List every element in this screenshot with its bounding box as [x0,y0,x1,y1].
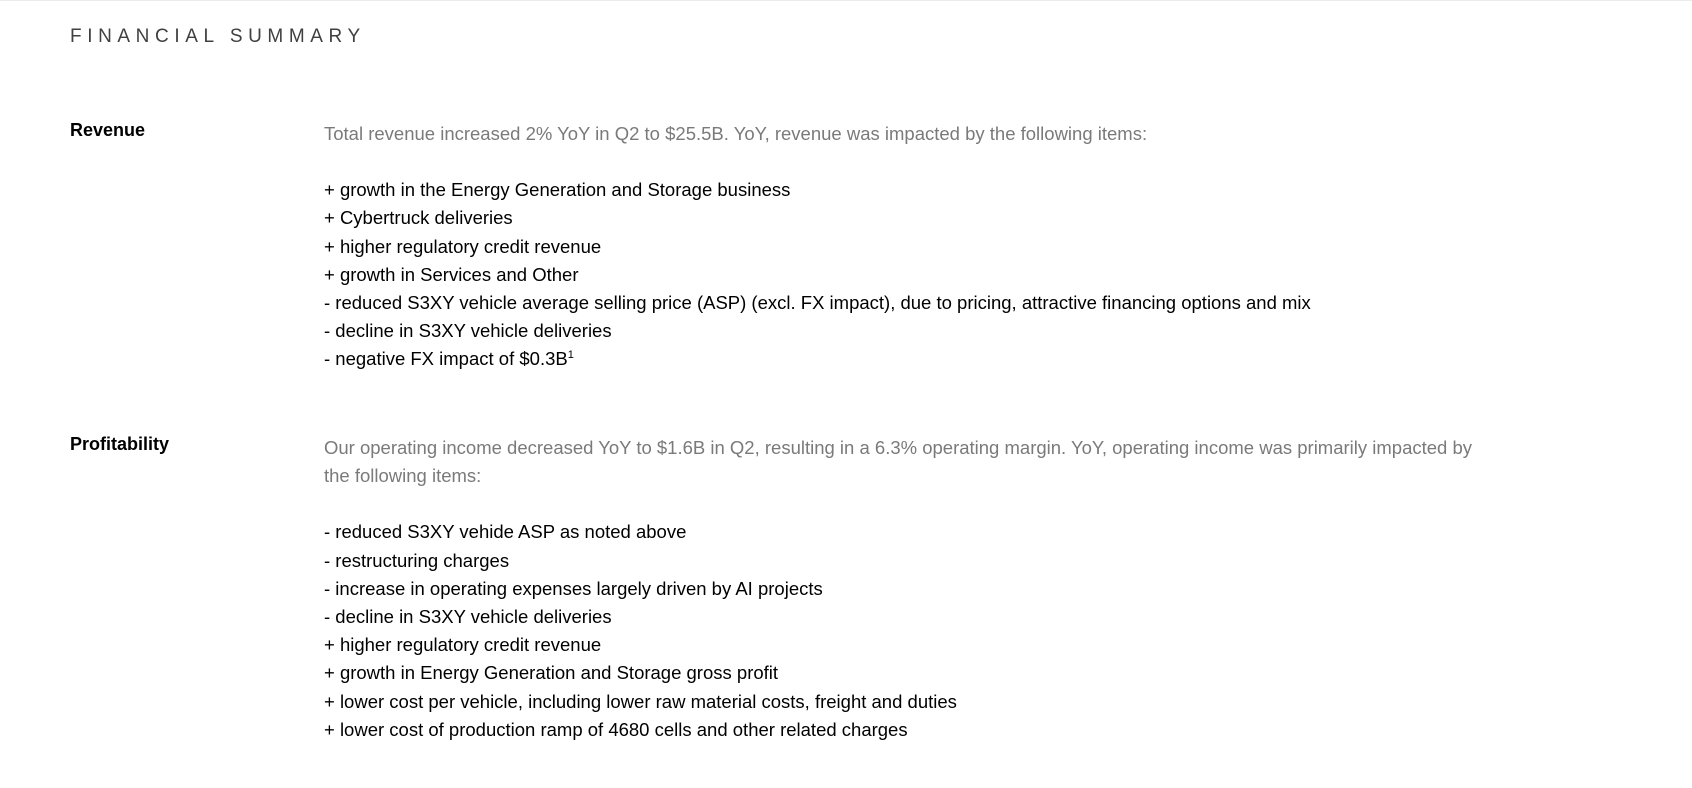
profitability-bullet: + growth in Energy Generation and Storage gross profit [324,662,779,684]
revenue-bullet-fx-text: - negative FX impact of $0.3B [324,348,568,370]
revenue-bullet-fx [324,345,1474,373]
revenue-bullet: - decline in S3XY vehicle deliveries [324,320,612,342]
revenue-bullet: - reduced S3XY vehicle average selling price (ASP) (excl. FX impact), due to pricing, attractive financing options and mix [324,292,1311,314]
revenue-bullet: + Cybertruck deliveries [324,207,513,229]
profitability-label: Profitability [70,434,170,454]
revenue-bullet: + higher regulatory credit revenue [324,235,602,257]
profitability-bullet: + lower cost per vehicle, including lower raw material costs, freight and duties [324,690,957,712]
profitability-bullet: - restructuring charges [324,549,510,571]
page-title: FINANCIAL SUMMARY [70,26,366,47]
profitability-bullet: - increase in operating expenses largely driven by AI projects [324,577,823,599]
profitability-bullet: - decline in S3XY vehicle deliveries [324,606,612,628]
revenue-bullet-list [324,176,1474,373]
top-divider [0,0,1692,1]
profitability-bullet: + higher regulatory credit revenue [324,634,602,656]
footnote-marker: 1 [567,349,574,362]
revenue-bullet: + growth in the Energy Generation and Storage business [324,179,791,201]
revenue-intro: Total revenue increased 2% YoY in Q2 to $25.5B. YoY, revenue was impacted by the following items: [324,123,1148,144]
revenue-label: Revenue [70,120,146,140]
revenue-bullet: + growth in Services and Other [324,263,579,285]
profitability-bullet-list [324,518,1474,744]
profitability-section [324,434,1474,744]
revenue-section [324,120,1474,374]
profitability-bullet: - reduced S3XY vehide ASP as noted above [324,521,687,543]
profitability-bullet: + lower cost of production ramp of 4680 cells and other related charges [324,718,908,740]
profitability-intro: Our operating income decreased YoY to $1.6B in Q2, resulting in a 6.3% operating margin. YoY, operating income was primarily impacted by the following items: [324,437,1473,487]
